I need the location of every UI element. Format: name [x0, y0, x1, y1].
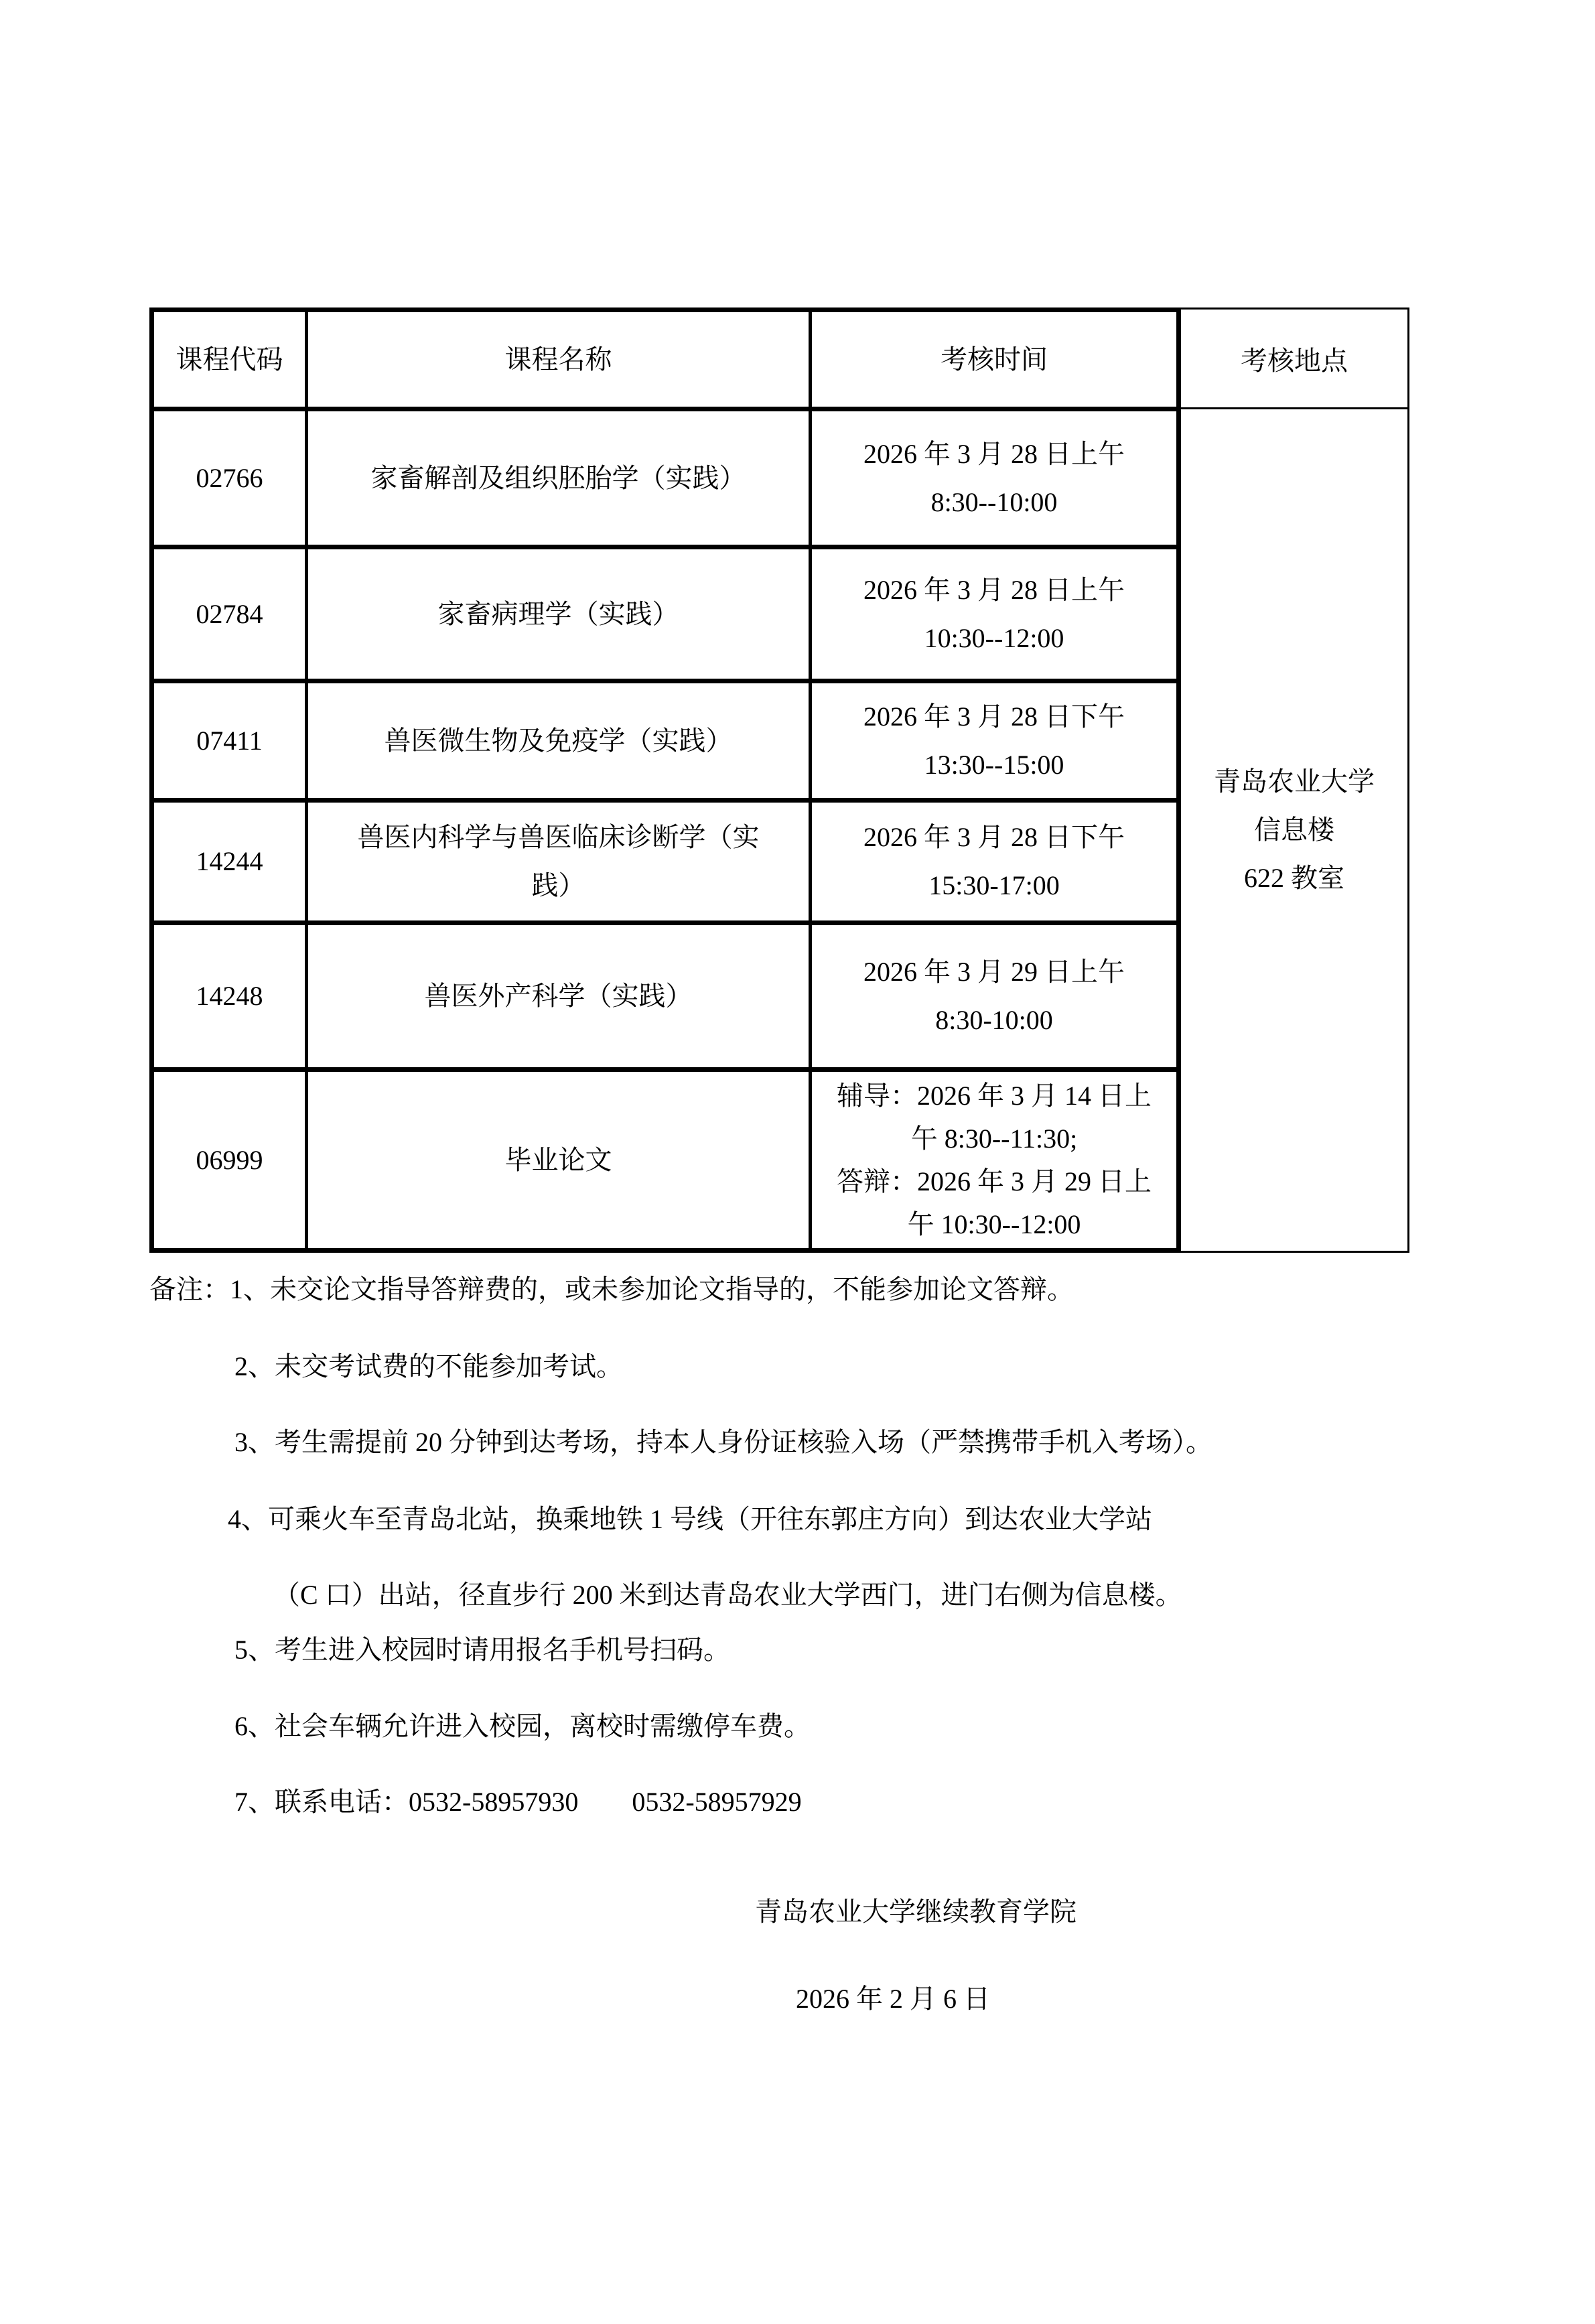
note-line-3 [234, 1426, 1212, 1459]
date-text: 2026 年 2 月 6 日 [796, 1984, 990, 2014]
exam-time-cell [812, 683, 1176, 803]
course-name-cell [308, 549, 812, 683]
exam-time [863, 693, 1125, 789]
header-cell-course-code [154, 312, 308, 411]
exam-time-line: 辅导：2026 年 3 月 14 日上 [837, 1080, 1152, 1111]
header-label: 考核时间 [941, 344, 1048, 374]
note-item-1: 1、未交论文指导答辩费的，或未参加论文指导的，不能参加论文答辩。 [230, 1274, 1074, 1304]
course-name-line: 兽医内科学与兽医临床诊断学（实 [357, 822, 760, 852]
exam-location-column [1181, 307, 1409, 1253]
note-line-4 [228, 1503, 1152, 1536]
course-name-cell [308, 411, 812, 549]
course-code-cell [154, 549, 308, 683]
course-name-cell [308, 1072, 812, 1248]
signature-organization [755, 1891, 1077, 1929]
exam-time-line: 15:30-17:00 [928, 870, 1060, 900]
course-name: 兽医外产科学（实践） [424, 981, 693, 1011]
course-name [358, 813, 760, 910]
exam-location [1214, 758, 1375, 902]
organization-name: 青岛农业大学继续教育学院 [755, 1897, 1077, 1927]
exam-time [863, 566, 1125, 663]
header-label: 课程名称 [504, 344, 612, 374]
header-label: 课程代码 [176, 344, 283, 374]
notes-label: 备注： [149, 1274, 230, 1304]
exam-time-line: 2026 年 3 月 28 日下午 [863, 701, 1125, 732]
exam-time-line: 2026 年 3 月 28 日下午 [863, 822, 1125, 852]
course-code-cell [154, 803, 308, 925]
course-code: 02766 [196, 462, 263, 493]
course-code: 14244 [196, 846, 263, 876]
exam-time-line: 13:30--15:00 [924, 749, 1064, 780]
exam-time-cell [812, 411, 1176, 549]
exam-schedule-table [149, 307, 1409, 1253]
signature-date [796, 1978, 990, 2016]
course-code: 06999 [196, 1144, 263, 1175]
exam-location-line: 622 教室 [1244, 863, 1344, 893]
exam-time-cell [812, 803, 1176, 925]
header-label: 考核地点 [1241, 345, 1348, 376]
exam-time-line: 2026 年 3 月 28 日上午 [863, 574, 1125, 605]
note-line-5 [234, 1633, 730, 1667]
note-item-7: 7、联系电话：0532-58957930 0532-58957929 [234, 1787, 802, 1817]
note-line-6 [234, 1710, 811, 1743]
course-name-cell [308, 683, 812, 803]
course-code-cell [154, 683, 308, 803]
exam-time-line: 8:30--10:00 [930, 486, 1058, 517]
note-line-7 [234, 1785, 802, 1819]
course-code: 02784 [196, 598, 263, 629]
exam-time [863, 430, 1125, 527]
header-cell-exam-time [812, 312, 1176, 411]
note-line-1 [149, 1273, 1074, 1306]
note-line-4-continuation [273, 1578, 1182, 1612]
course-code: 14248 [196, 981, 263, 1011]
exam-time-line: 午 10:30--12:00 [907, 1209, 1081, 1239]
note-line-2 [234, 1350, 623, 1383]
note-item-3: 3、考生需提前 20 分钟到达考场，持本人身份证核验入场（严禁携带手机入考场）。 [234, 1427, 1212, 1457]
note-item-4-continuation: （C 口）出站，径直步行 200 米到达青岛农业大学西门，进门右侧为信息楼。 [273, 1580, 1182, 1610]
exam-time-cell [812, 1072, 1176, 1248]
exam-time-line: 2026 年 3 月 29 日上午 [863, 957, 1125, 987]
exam-time-cell [812, 925, 1176, 1072]
exam-time [837, 1075, 1152, 1246]
note-item-2: 2、未交考试费的不能参加考试。 [234, 1351, 623, 1381]
course-code-cell [154, 925, 308, 1072]
course-name: 毕业论文 [504, 1144, 612, 1175]
exam-time [863, 948, 1125, 1044]
exam-time-cell [812, 549, 1176, 683]
exam-time-line: 午 8:30--11:30; [910, 1123, 1078, 1154]
schedule-main-grid [149, 307, 1181, 1253]
exam-location-line: 青岛农业大学 [1214, 766, 1375, 797]
course-name: 家畜病理学（实践） [437, 598, 679, 629]
course-code-cell [154, 411, 308, 549]
note-item-5: 5、考生进入校园时请用报名手机号扫码。 [234, 1635, 730, 1665]
header-cell-exam-location [1181, 310, 1407, 409]
exam-time-line: 答辩：2026 年 3 月 29 日上 [837, 1166, 1152, 1197]
exam-time-line: 2026 年 3 月 28 日上午 [863, 438, 1125, 469]
header-cell-course-name [308, 312, 812, 411]
course-name: 兽医微生物及免疫学（实践） [384, 725, 733, 756]
exam-time-line: 10:30--12:00 [924, 622, 1064, 653]
course-code-cell [154, 1072, 308, 1248]
course-name-line: 践） [531, 870, 585, 900]
course-name: 家畜解剖及组织胚胎学（实践） [370, 462, 746, 493]
course-code: 07411 [196, 725, 263, 756]
course-name-cell [308, 925, 812, 1072]
course-name-cell [308, 803, 812, 925]
exam-time-line: 8:30-10:00 [935, 1005, 1053, 1035]
note-item-4: 4、可乘火车至青岛北站，换乘地铁 1 号线（开往东郭庄方向）到达农业大学站 [228, 1504, 1152, 1534]
exam-location-line: 信息楼 [1254, 815, 1334, 845]
exam-location-cell [1181, 409, 1407, 1251]
note-item-6: 6、社会车辆允许进入校园，离校时需缴停车费。 [234, 1711, 811, 1741]
exam-time [863, 813, 1125, 910]
